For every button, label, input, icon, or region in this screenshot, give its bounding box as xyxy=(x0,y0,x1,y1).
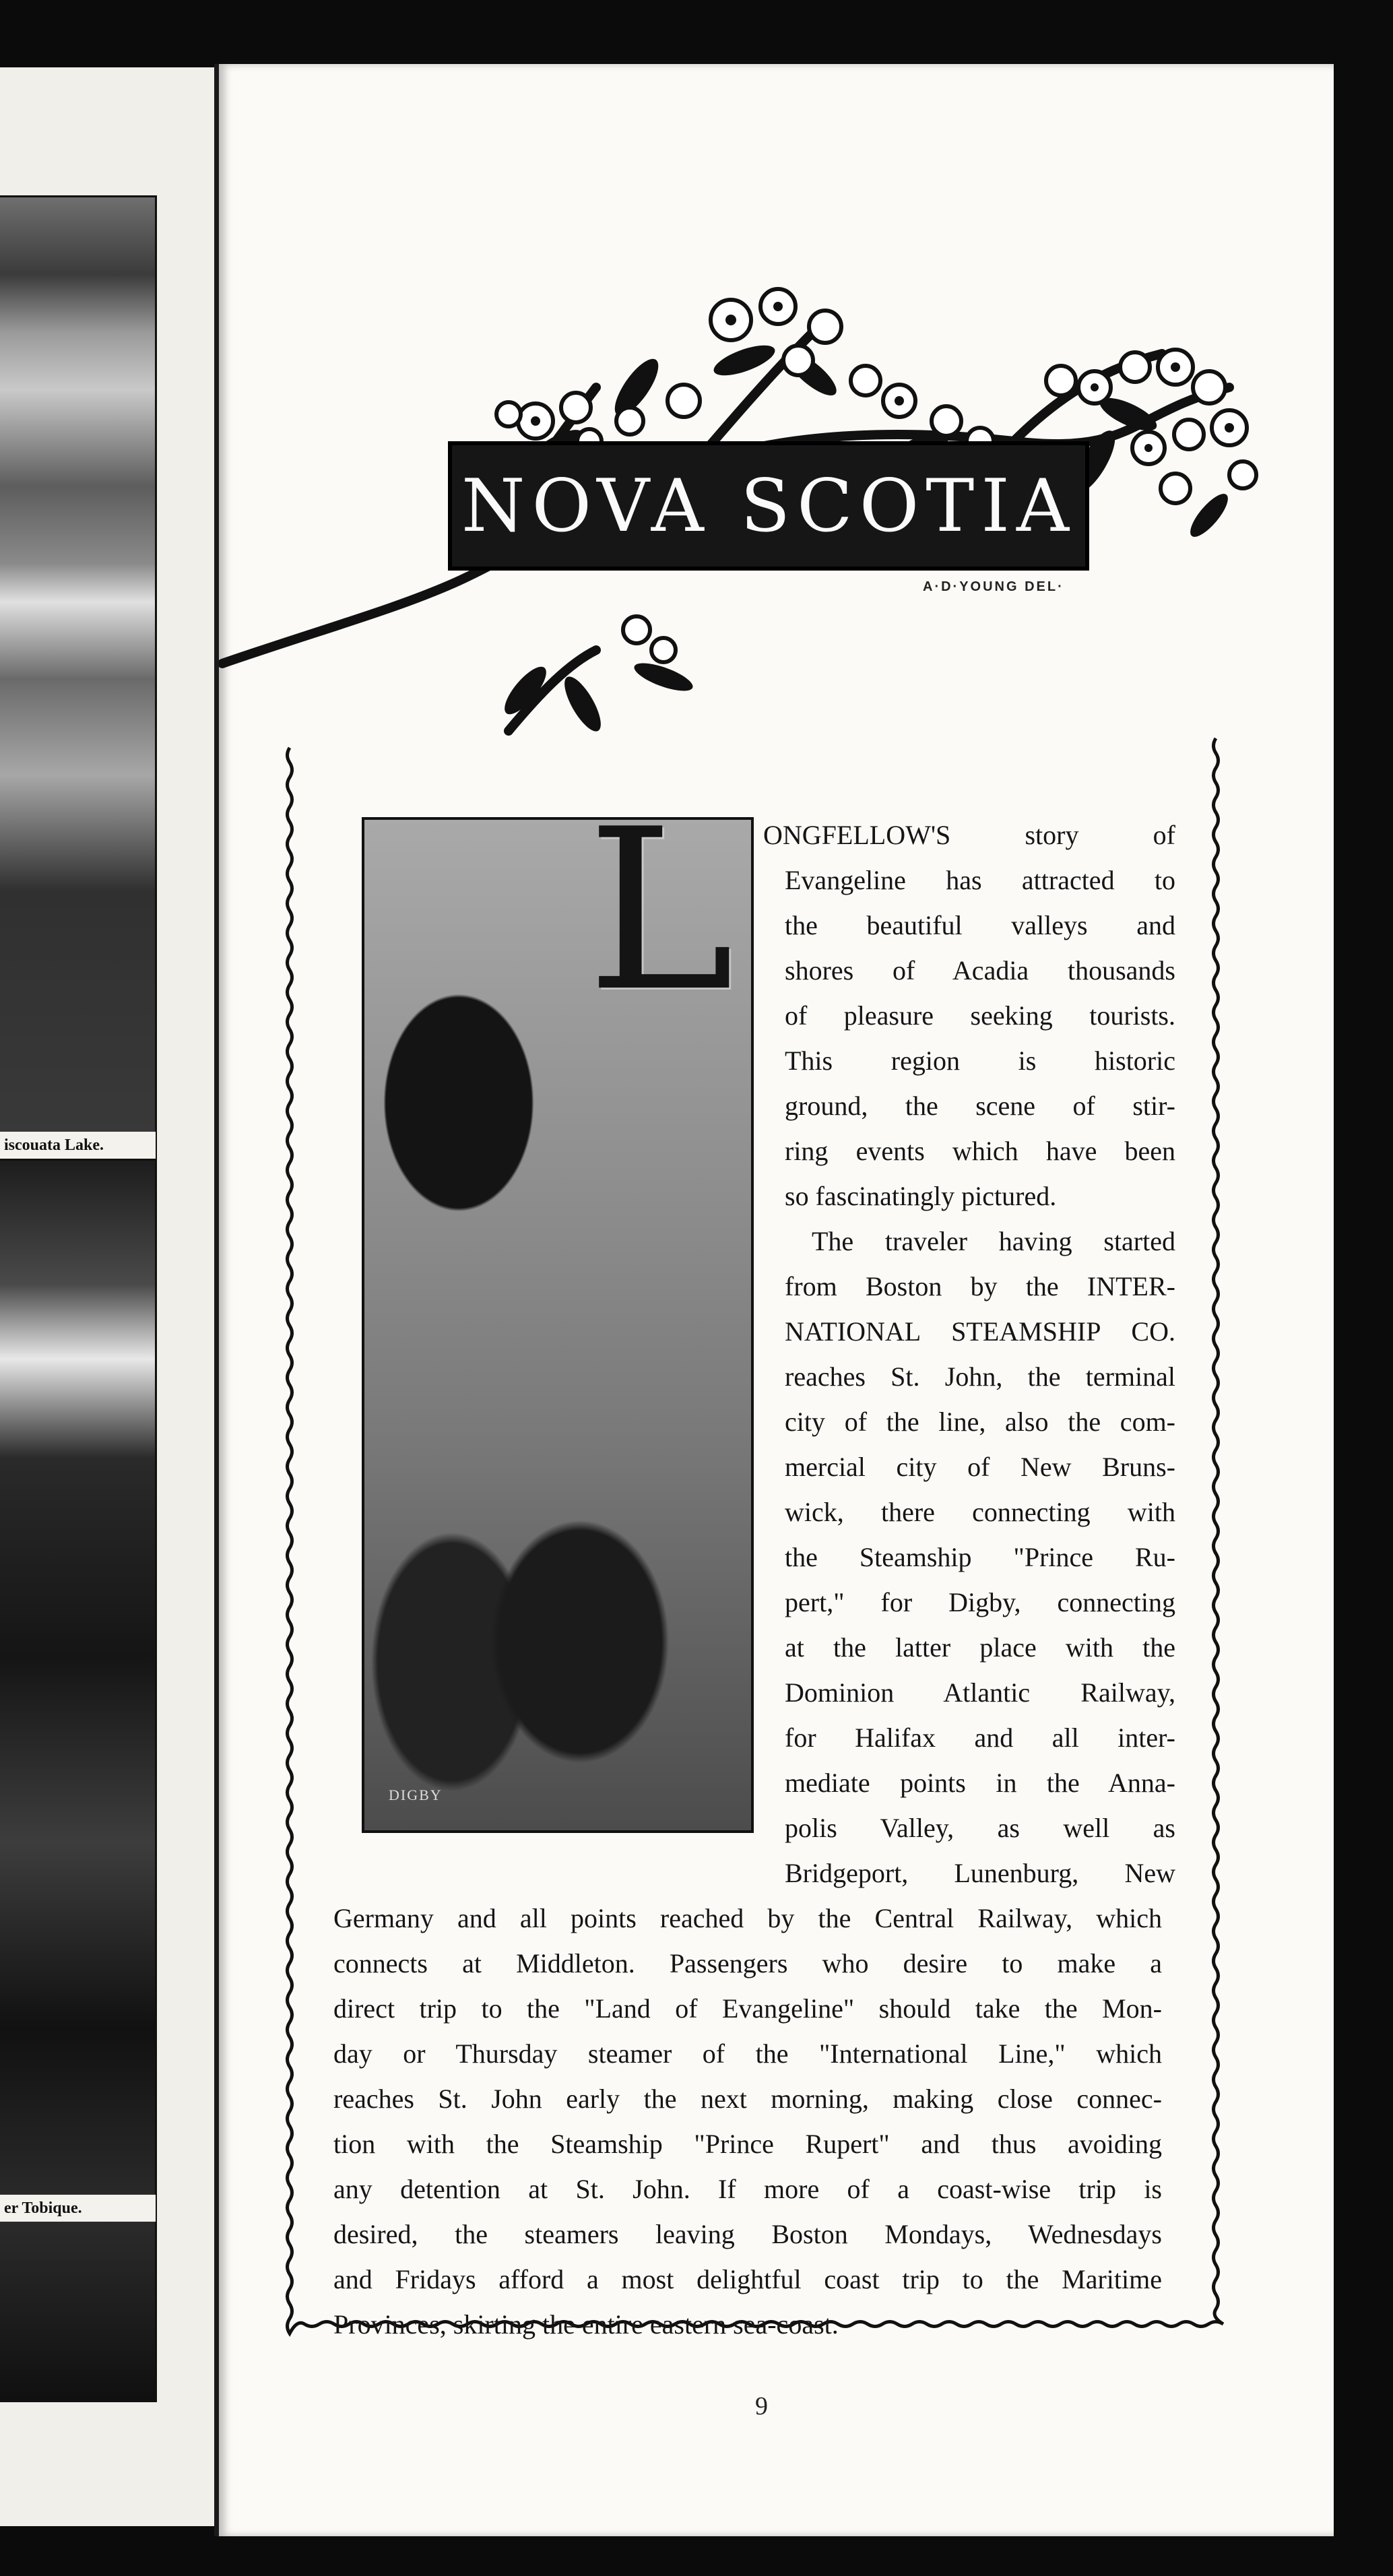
left-photo-lake xyxy=(0,195,157,1163)
artist-credit: A·D·YOUNG DEL· xyxy=(923,579,1064,594)
page-number: 9 xyxy=(755,2392,768,2420)
illustrated-initial-panel xyxy=(362,817,754,1833)
drop-cap-letter: L xyxy=(587,817,735,1040)
left-facing-page xyxy=(0,67,219,2526)
panel-signature: DIGBY xyxy=(389,1786,443,1803)
right-page xyxy=(219,64,1334,2536)
body-text-line: for Halifax and all inter- xyxy=(785,1722,1175,1753)
body-text-line: connects at Middleton. Passengers who desire to make a xyxy=(333,1948,1162,1978)
body-text-line: tion with the Steamship "Prince Rupert" and thus avoiding xyxy=(333,2129,1162,2159)
body-text-line: the beautiful valleys and xyxy=(785,910,1175,940)
body-text-line: reaches St. John, the terminal xyxy=(785,1361,1175,1392)
body-text-line: pert," for Digby, connecting xyxy=(785,1587,1175,1617)
left-caption-river: er Tobique. xyxy=(0,2195,156,2222)
body-text-line: polis Valley, as well as xyxy=(785,1813,1175,1843)
body-text-line: This region is historic xyxy=(785,1045,1175,1076)
body-text-line: shores of Acadia thousands xyxy=(785,955,1175,986)
body-text-line: mediate points in the Anna- xyxy=(785,1768,1175,1798)
body-text-line: ring events which have been xyxy=(785,1136,1175,1166)
body-text-line: ground, the scene of stir- xyxy=(785,1091,1175,1121)
body-text-line: from Boston by the INTER- xyxy=(785,1271,1175,1301)
body-text-line: of pleasure seeking tourists. xyxy=(785,1000,1175,1031)
body-text-line: city of the line, also the com- xyxy=(785,1407,1175,1437)
body-text-line: Evangeline has attracted to xyxy=(785,865,1175,895)
page-title: NOVA SCOTIA xyxy=(461,463,1076,548)
body-text-line: and Fridays afford a most delightful coast trip to the Maritime xyxy=(333,2264,1162,2294)
body-text-line: Bridgeport, Lunenburg, New xyxy=(785,1858,1175,1888)
body-text-line: NATIONAL STEAMSHIP CO. xyxy=(785,1316,1175,1347)
body-text-line: reaches St. John early the next morning, making close connec- xyxy=(333,2084,1162,2114)
body-text-line: Dominion Atlantic Railway, xyxy=(785,1677,1175,1708)
body-text-line: ONGFELLOW'S story of xyxy=(763,820,1175,850)
body-text-line: The traveler having started xyxy=(812,1226,1175,1256)
body-text-line: Provinces, skirting the entire eastern sea-coast. xyxy=(333,2309,839,2340)
body-text-line: any detention at St. John. If more of a coast-wise trip is xyxy=(333,2174,1162,2204)
body-text-line: desired, the steamers leaving Boston Mondays, Wednesdays xyxy=(333,2219,1162,2249)
left-caption-lake: iscouata Lake. xyxy=(0,1132,156,1159)
body-text-line: day or Thursday steamer of the "International Line," which xyxy=(333,2038,1162,2069)
body-text-line: the Steamship "Prince Ru- xyxy=(785,1542,1175,1572)
body-text-line: at the latter place with the xyxy=(785,1632,1175,1663)
body-text-line: so fascinatingly pictured. xyxy=(785,1181,1057,1211)
body-text-line: Germany and all points reached by the Central Railway, which xyxy=(333,1903,1162,1933)
body-text-line: wick, there connecting with xyxy=(785,1497,1175,1527)
body-text-line: direct trip to the "Land of Evangeline" should take the Mon- xyxy=(333,1993,1162,2024)
body-text-line: mercial city of New Bruns- xyxy=(785,1452,1175,1482)
